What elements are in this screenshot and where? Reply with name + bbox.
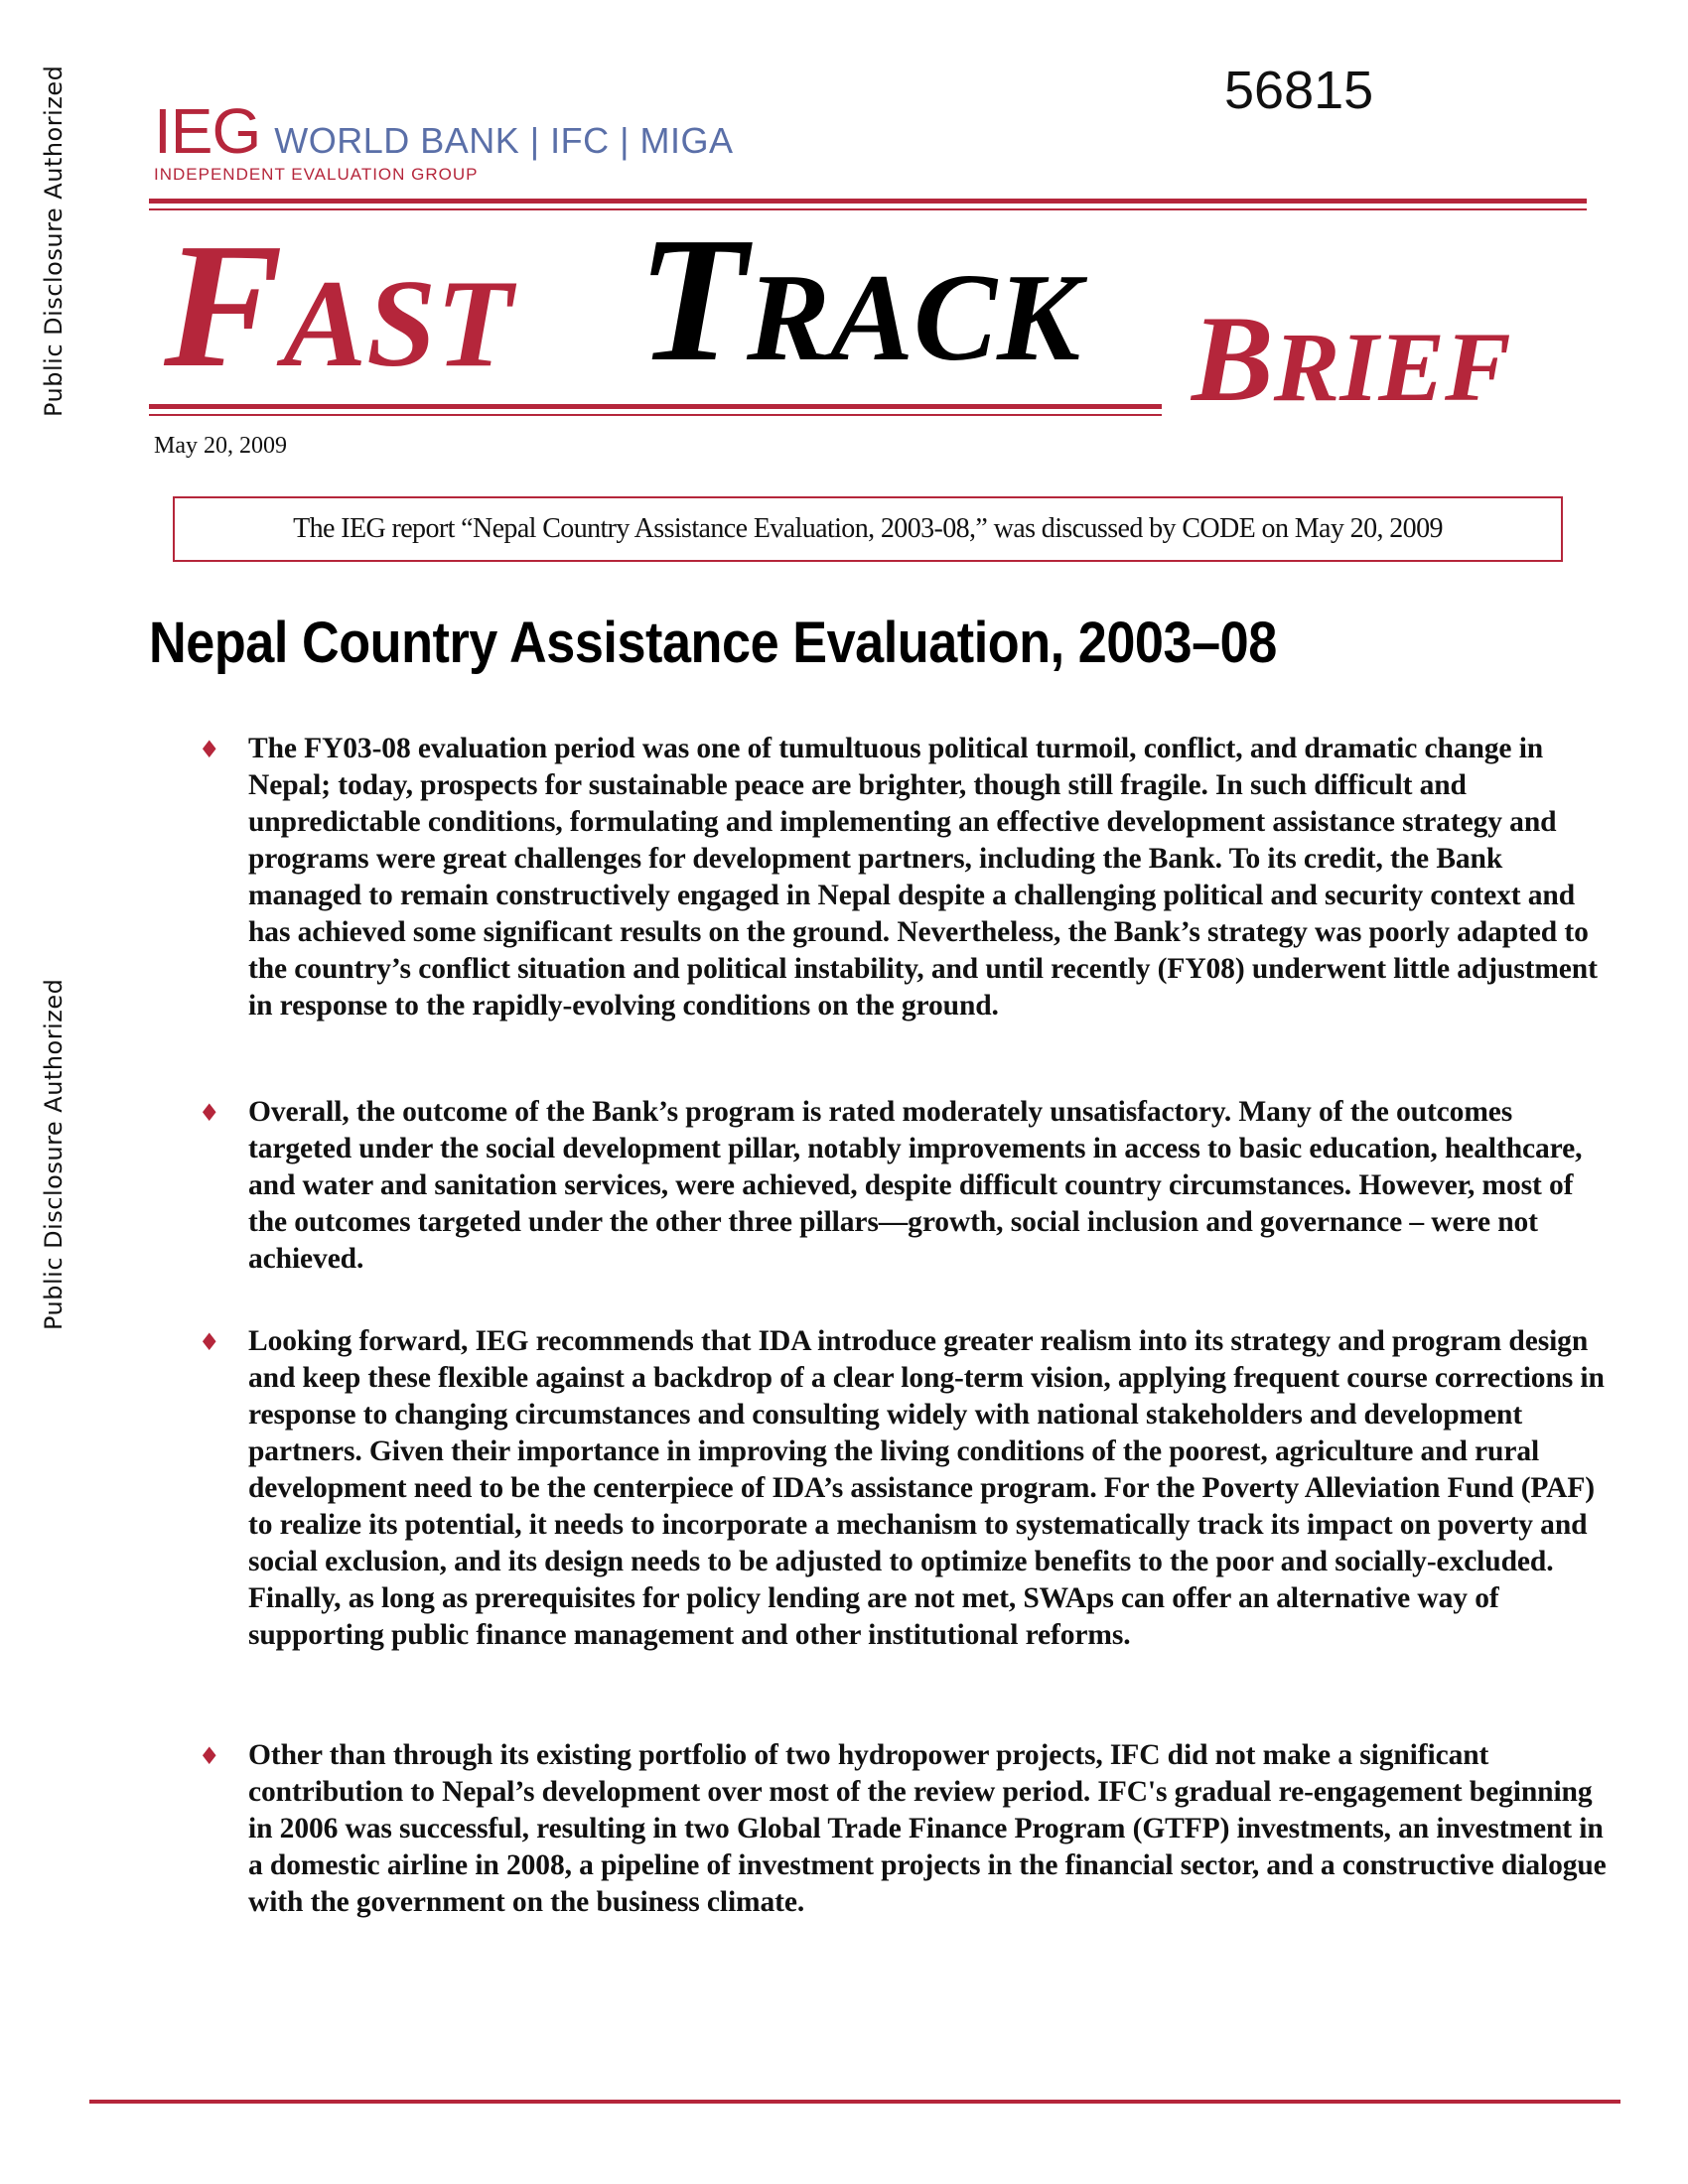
diamond-bullet-icon: ♦ — [199, 1099, 220, 1127]
list-item-text: Looking forward, IEG recommends that IDA introduce greater realism into its strategy and program design and keep these flexible against a backdrop of a clear long-term vision, applying frequent course corrections in response to changing circumstances and consulting widely with national stakeholders and development partners. Given their importance in improving the living conditions of the poorest, agriculture and rural development need to be the centerpiece of IDA’s assistance program. For the Poverty Alleviation Fund (PAF) to realize its potential, it needs to incorporate a mechanism to systematically track its impact on poverty and social exclusion, and its design needs to be adjusted to optimize benefits to the poor and socially-excluded. Finally, as long as prerequisites for policy lending are not met, SWAps can offer an alternative way of supporting public finance management and other institutional reforms. — [248, 1325, 1605, 1651]
logo-ieg-text: IEG — [154, 95, 261, 167]
discussion-notice-box — [173, 496, 1563, 562]
footer-rule — [89, 2100, 1620, 2104]
masthead-track — [637, 201, 1081, 398]
logo-subtitle: INDEPENDENT EVALUATION GROUP — [154, 165, 479, 184]
list-item-text: Other than through its existing portfolio of two hydropower projects, IFC did not make a significant contribution to Nepal’s development over most of the review period. IFC's gradual re-engagement beginning in 2006 was successful, resulting in two Global Trade Finance Program (GTFP) investments, an investment in a domestic airline in 2008, a pipeline of investment projects in the financial sector, and a constructive dialogue with the government on the business climate. — [248, 1739, 1607, 1918]
disclosure-label: Public Disclosure Authorized — [40, 65, 68, 417]
publication-date: May 20, 2009 — [154, 433, 287, 459]
list-item-text: The FY03-08 evaluation period was one of tumultuous political turmoil, conflict, and dramatic change in Nepal; today, prospects for sustainable peace are brighter, though still fragile. In such difficult and unpredictable conditions, formulating and implementing an effective development assistance strategy and programs were great challenges for development partners, including the Bank. To its credit, the Bank managed to remain constructively engaged in Nepal despite a challenging political and security context and has achieved some significant results on the ground. Nevertheless, the Bank’s strategy was poorly adapted to the country’s conflict situation and political instability, and until recently (FY08) underwent little adjustment in response to the rapidly-evolving conditions on the ground. — [248, 733, 1598, 1022]
masthead-fast — [164, 206, 513, 404]
masthead-track-initial: T — [637, 201, 747, 398]
document-number: 56815 — [1224, 61, 1374, 120]
masthead-brief-rest: RIEF — [1273, 312, 1511, 422]
masthead-brief — [1192, 291, 1511, 427]
masthead-brief-initial: B — [1192, 291, 1274, 427]
logo-mark — [154, 95, 734, 167]
masthead-fast-initial: F — [164, 206, 284, 404]
masthead-title — [149, 199, 1599, 427]
discussion-notice-text: The IEG report “Nepal Country Assistance Evaluation, 2003-08,” was discussed by CODE on May 20, 2009 — [293, 513, 1443, 544]
ieg-logo — [154, 95, 734, 185]
diamond-bullet-icon: ♦ — [199, 736, 220, 763]
list-item-text: Overall, the outcome of the Bank’s program is rated moderately unsatisfactory. Many of the outcomes targeted under the social development pillar, notably improvements in access to basic education, healthcare, and water and sanitation services, were achieved, despite difficult country circumstances. However, most of the outcomes targeted under the other three pillars—growth, social inclusion and governance – were not achieved. — [248, 1096, 1583, 1275]
page-title: Nepal Country Assistance Evaluation, 2003–08 — [149, 611, 1277, 675]
logo-units-text: WORLD BANK | IFC | MIGA — [274, 120, 734, 161]
masthead-rule-thin — [149, 414, 1162, 416]
diamond-bullet-icon: ♦ — [199, 1742, 220, 1770]
diamond-bullet-icon: ♦ — [199, 1328, 220, 1356]
masthead-track-rest: RACK — [746, 249, 1081, 387]
masthead-rule — [149, 404, 1162, 409]
masthead-fast-rest: AST — [283, 255, 513, 393]
disclosure-label: Public Disclosure Authorized — [40, 978, 68, 1330]
